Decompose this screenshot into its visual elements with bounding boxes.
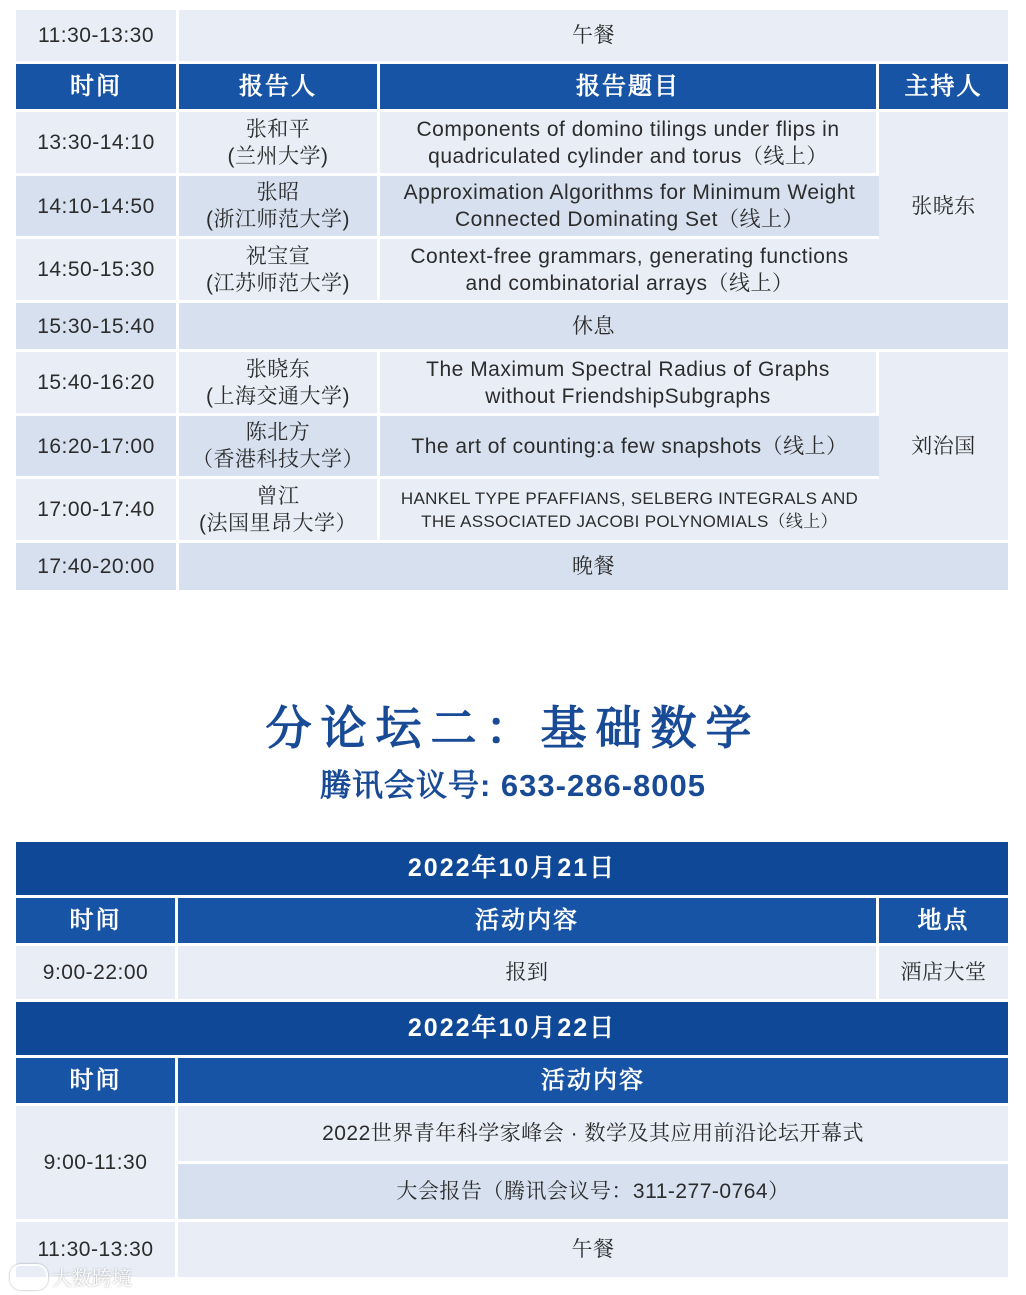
event-cell: 午餐 [179, 10, 1008, 64]
break-row [16, 303, 1008, 352]
topic-line: Components of domino tilings under flips in [416, 117, 840, 141]
time-cell: 16:20-17:00 [16, 416, 179, 479]
table-header [16, 898, 1008, 946]
watermark [10, 1262, 132, 1291]
time-cell: 13:30-14:10 [16, 112, 179, 176]
date-row [16, 842, 1008, 898]
header-host: 主持人 [879, 64, 1008, 112]
speaker-affiliation: (浙江师范大学) [206, 208, 350, 231]
date-cell: 2022年10月22日 [16, 1002, 1008, 1058]
time-cell: 15:40-16:20 [16, 352, 179, 416]
speaker-affiliation: (法国里昂大学） [199, 511, 357, 535]
time-cell: 11:30-13:30 [16, 1222, 178, 1280]
lunch-row [16, 1222, 1008, 1280]
schedule-table-afternoon [16, 10, 1008, 593]
speaker-cell [179, 112, 380, 176]
time-cell: 9:00-11:30 [16, 1106, 178, 1222]
schedule-table-forum2 [16, 842, 1008, 1280]
table-header [16, 64, 1008, 112]
speaker-affiliation: (兰州大学) [227, 144, 329, 168]
host-cell: 刘治国 [879, 352, 1008, 543]
topic-line: The art of counting:a few snapshots（线上） [411, 434, 848, 458]
date-row [16, 1002, 1008, 1058]
activity-cell: 报到 [178, 946, 879, 1002]
table-row [16, 112, 1008, 176]
speaker-cell [179, 352, 380, 416]
speaker-affiliation: (上海交通大学) [206, 384, 350, 408]
time-cell: 17:40-20:00 [16, 543, 179, 593]
watermark-logo-icon [10, 1264, 48, 1290]
topic-line: Connected Dominating Set（线上） [455, 208, 804, 231]
topic-line: HANKEL TYPE PFAFFIANS, SELBERG INTEGRALS AND [400, 488, 859, 508]
topic-line: Approximation Algorithms for Minimum Weight [403, 181, 856, 204]
speaker-name: 张昭 [256, 181, 300, 204]
speaker-cell [179, 239, 380, 303]
speaker-cell [179, 416, 380, 479]
location-cell: 酒店大堂 [879, 946, 1008, 1002]
lunch-row [16, 10, 1008, 64]
topic-line: THE ASSOCIATED JACOBI POLYNOMIALS（线上） [421, 511, 838, 531]
topic-cell [380, 479, 879, 543]
header-topic: 报告题目 [380, 64, 879, 112]
time-cell: 11:30-13:30 [16, 10, 179, 64]
topic-line: without FriendshipSubgraphs [485, 384, 771, 408]
dinner-row [16, 543, 1008, 593]
time-cell: 17:00-17:40 [16, 479, 179, 543]
header-location: 地点 [879, 898, 1008, 946]
speaker-name: 陈北方 [245, 421, 311, 444]
table-row [16, 352, 1008, 416]
topic-cell [380, 239, 879, 303]
topic-line: quadriculated cylinder and torus（线上） [428, 144, 828, 168]
topic-line: and combinatorial arrays（线上） [465, 271, 794, 295]
header-speaker: 报告人 [179, 64, 380, 112]
event-cell: 晚餐 [179, 543, 1008, 593]
table-row [16, 1106, 1008, 1164]
speaker-name: 祝宝宣 [245, 244, 311, 268]
topic-cell [380, 352, 879, 416]
speaker-cell [179, 479, 380, 543]
host-cell: 张晓东 [879, 112, 1008, 303]
topic-cell [380, 416, 879, 479]
topic-line: The Maximum Spectral Radius of Graphs [426, 357, 830, 381]
table-row [16, 946, 1008, 1002]
header-activity: 活动内容 [178, 898, 879, 946]
watermark-text: 大数跨境 [52, 1268, 132, 1290]
speaker-name: 曾江 [256, 484, 300, 508]
event-cell: 休息 [179, 303, 1008, 352]
table-row [16, 416, 1008, 479]
table-row [16, 239, 1008, 303]
header-activity: 活动内容 [178, 1058, 1008, 1106]
date-cell: 2022年10月21日 [16, 842, 1008, 898]
time-cell: 14:10-14:50 [16, 176, 179, 239]
activity-cell: 大会报告（腾讯会议号：311-277-0764） [178, 1164, 1008, 1222]
speaker-affiliation: （香港科技大学） [192, 448, 364, 471]
speaker-cell [179, 176, 380, 239]
header-time: 时间 [16, 898, 178, 946]
topic-cell [380, 176, 879, 239]
speaker-affiliation: (江苏师范大学) [206, 271, 350, 295]
table-row [16, 479, 1008, 543]
forum-title: 分论坛二：基础数学 [265, 702, 761, 754]
time-cell: 15:30-15:40 [16, 303, 179, 352]
topic-cell [380, 112, 879, 176]
speaker-name: 张和平 [245, 117, 311, 141]
header-time: 时间 [16, 1058, 178, 1106]
meeting-id: 腾讯会议号: 633-286-8005 [320, 768, 706, 803]
speaker-name: 张晓东 [245, 357, 311, 381]
topic-line: Context-free grammars, generating functions [410, 244, 849, 268]
header-time: 时间 [16, 64, 179, 112]
activity-cell: 2022世界青年科学家峰会 · 数学及其应用前沿论坛开幕式 [178, 1106, 1008, 1164]
event-cell: 午餐 [178, 1222, 1008, 1280]
table-row [16, 176, 1008, 239]
time-cell: 9:00-22:00 [16, 946, 178, 1002]
table-header [16, 1058, 1008, 1106]
time-cell: 14:50-15:30 [16, 239, 179, 303]
